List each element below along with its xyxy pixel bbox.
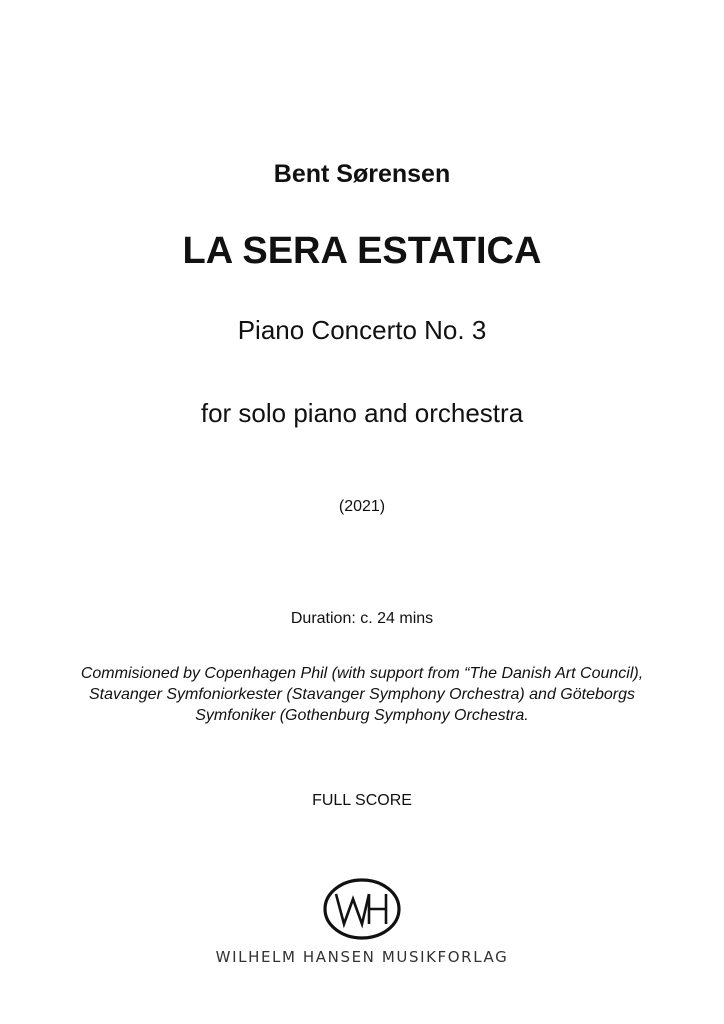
commission-line: Commisioned by Copenhagen Phil (with support from “The Danish Art Council), (80, 665, 644, 682)
score-type: FULL SCORE (312, 792, 412, 809)
commission-line: Symfoniker (Gothenburg Symphony Orchestra. (195, 707, 529, 724)
composition-year: (2021) (338, 498, 386, 515)
publisher-name: WILHELM HANSEN MUSIKFORLAG (215, 948, 509, 966)
composer-name: Bent Sørensen (273, 160, 451, 188)
instrumentation: for solo piano and orchestra (200, 398, 524, 428)
commission-note (30, 663, 694, 726)
publisher-logo-icon (322, 877, 402, 941)
commission-line: Stavanger Symfoniorkester (Stavanger Symphony Orchestra) and Göteborgs (88, 686, 636, 703)
duration: Duration: c. 24 mins (290, 610, 434, 627)
work-subtitle: Piano Concerto No. 3 (237, 315, 487, 345)
work-title: LA SERA ESTATICA (182, 230, 542, 272)
